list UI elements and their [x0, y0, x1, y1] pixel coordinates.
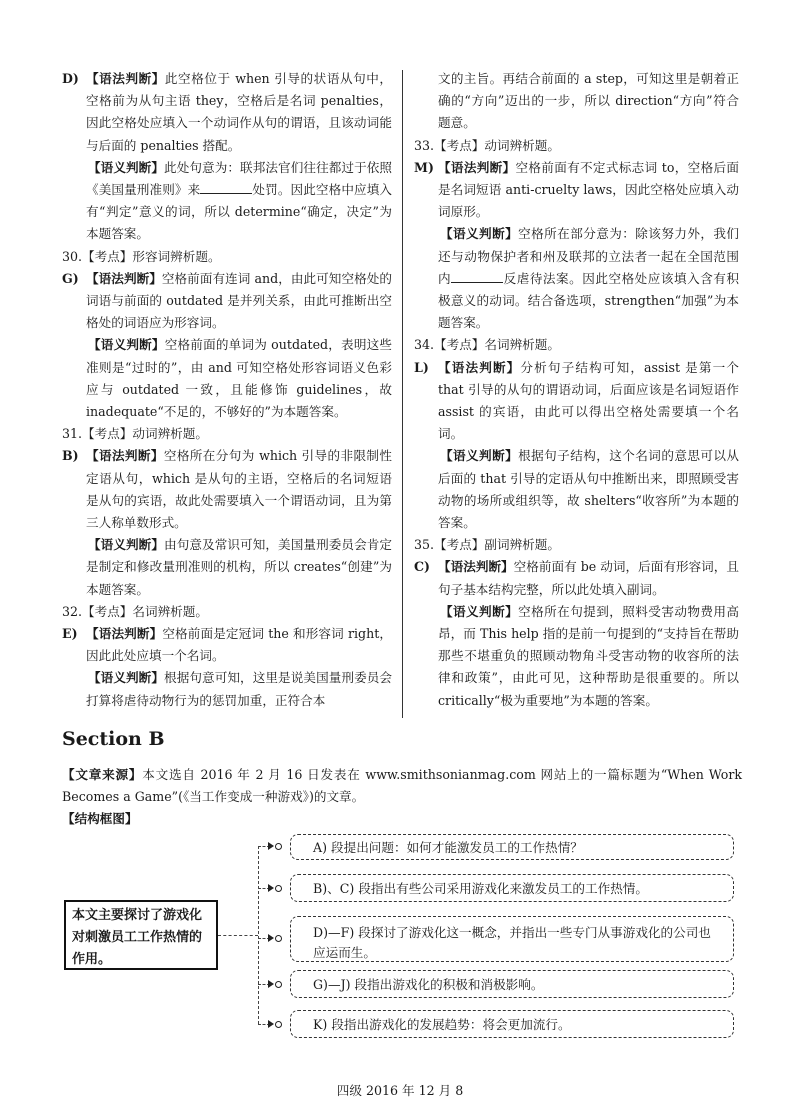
fill-blank — [451, 270, 503, 283]
q29-grammar — [62, 68, 392, 157]
branch-box-5: K) 段指出游戏化的发展趋势：将会更加流行。 — [290, 1010, 734, 1038]
column-divider — [402, 70, 403, 718]
article-source — [62, 764, 742, 808]
q33-meaning-text-1: 空格所在部分意为：除该努力外，我们还与动物保护者和州及联邦的立法者一起在全国范围内 — [438, 226, 740, 286]
q34-meaning — [414, 445, 739, 534]
fill-blank — [200, 181, 252, 194]
q33-grammar — [414, 157, 739, 224]
connector-main — [218, 935, 258, 936]
q29-meaning-text-2: 处罚。因此空格中应填入有“判定”意义的词，所以 determine“确定，决定”为本题答案。 — [86, 182, 393, 242]
source-text: 本文选自 2016 年 2 月 16 日发表在 www.smithsonianmag.com 网站上的一篇标题为“When Work Becomes a Game”(《当工作变成一种游戏》)的文章。 — [62, 767, 743, 804]
q35-head: 35.【考点】副词辨析题。 — [414, 537, 560, 553]
right-column — [414, 68, 739, 712]
q32-meaning — [62, 667, 392, 711]
q29-grammar-text: 此空格位于 when 引导的状语从句中，空格前为从句主语 they，空格后是名词 penalties，因此空格处应填入一个动词作从句的谓语，且该动词能与后面的 penalties 搭配。 — [86, 71, 393, 153]
meaning-tag: 【语义判断】 — [440, 226, 519, 242]
q33-answer-letter: M) — [414, 159, 434, 175]
grammar-tag: 【语法判断】 — [438, 159, 516, 175]
grammar-tag: 【语法判断】 — [86, 448, 164, 464]
arrow-icon — [268, 1020, 274, 1028]
q31-meaning-text: 由句意及常识可知，美国量刑委员会肯定是制定和修改量刑准则的机构，所以 creates“创建”为本题答案。 — [86, 537, 393, 597]
q34-grammar-text: 分析句子结构可知，assist 是第一个 that 引导的从句的谓语动词，后面应该是名词短语作 assist 的宾语，由此可以得出空格处需要填一个名词。 — [438, 359, 739, 442]
meaning-tag: 【语义判断】 — [88, 670, 165, 686]
left-column — [62, 68, 392, 712]
grammar-tag: 【语法判断】 — [86, 71, 165, 86]
q30-head: 30.【考点】形容词辨析题。 — [62, 248, 221, 264]
q33-head: 33.【考点】动词辨析题。 — [414, 137, 560, 153]
branch-box-4: G)—J) 段指出游戏化的积极和消极影响。 — [290, 970, 734, 998]
grammar-tag: 【语法判断】 — [438, 359, 521, 375]
q31-meaning — [62, 534, 392, 601]
circle-icon — [275, 935, 282, 942]
circle-icon — [275, 981, 282, 988]
structure-label: 【结构框图】 — [62, 811, 138, 826]
arrow-icon — [268, 934, 274, 942]
branch-box-1: A) 段提出问题：如何才能激发员工的工作热情？ — [290, 834, 734, 860]
q35-grammar-text: 空格前面有 be 动词，后面有形容词，且句子基本结构完整，所以此处填入副词。 — [438, 559, 739, 597]
q30-meaning-text: 空格前面的单词为 outdated，表明这些准则是“过时的”，由 and 可知空格处形容词语义色彩应与 outdated 一致，且能修饰 guidelines，故 inadequate“不足的，不够好的”为本题答案。 — [86, 337, 393, 420]
meaning-tag: 【语义判断】 — [88, 159, 165, 175]
q34-answer-letter: L) — [414, 359, 429, 375]
page-footer: 四级 2016 年 12 月 8 — [336, 1083, 464, 1098]
q32-meaning-continued: 文的主旨。再结合前面的 a step，可知这里是朝着正确的“方向”迈出的一步，所以 direction“方向”符合题意。 — [438, 71, 739, 131]
meaning-tag: 【语义判断】 — [88, 537, 165, 553]
section-title: Section B — [62, 728, 165, 750]
q29-meaning — [62, 157, 392, 246]
grammar-tag: 【语法判断】 — [438, 559, 514, 575]
q35-meaning-text: 空格所在句提到，照料受害动物费用高昂，而 This help 指的是前一句提到的“支持旨在帮助那些不堪重负的照顾动物角斗受害动物的收容所的法律和政策”，由此可见，这种帮助是很重要的。所以 critically“极为重要地”为本题的答案。 — [438, 603, 740, 708]
q31-grammar — [62, 445, 392, 534]
meaning-tag: 【语义判断】 — [440, 448, 519, 464]
q34-meaning-text: 根据句子结构，这个名词的意思可以从后面的 that 引导的定语从句中推断出来，即照顾受害动物的场所或组织等，故 shelters“收容所”为本题的答案。 — [438, 448, 740, 531]
q35-meaning — [414, 601, 739, 712]
structure-main-box: 本文主要探讨了游戏化对刺激员工工作热情的作用。 — [64, 900, 218, 970]
q33-meaning-text-2: 反虐待法案。因此空格处应该填入含有积极意义的动词。结合备选项，strengthen“加强”为本题答案。 — [438, 270, 740, 331]
circle-icon — [275, 1021, 282, 1028]
q30-grammar — [62, 268, 392, 335]
meaning-tag: 【语义判断】 — [88, 337, 165, 353]
q32-grammar — [62, 623, 392, 667]
circle-icon — [275, 843, 282, 850]
q35-grammar — [414, 556, 739, 600]
arrow-icon — [268, 884, 274, 892]
q32-head: 32.【考点】名词辨析题。 — [62, 603, 208, 619]
grammar-tag: 【语法判断】 — [86, 270, 162, 286]
q35-answer-letter: C) — [414, 559, 430, 575]
meaning-tag: 【语义判断】 — [440, 603, 519, 619]
q29-meaning-text-1: 此处句意为：联邦法官们往往都过于依照《美国量刑准则》来 — [86, 159, 393, 198]
connector-trunk — [258, 846, 259, 1024]
source-tag: 【文章来源】 — [62, 767, 143, 782]
circle-icon — [275, 885, 282, 892]
q30-meaning — [62, 334, 392, 423]
q33-grammar-text: 空格前面有不定式标志词 to，空格后面是名词短语 anti-cruelty laws，因此空格处应填入动词原形。 — [438, 159, 739, 220]
branch-box-3: D)—F) 段探讨了游戏化这一概念，并指出一些专门从事游戏化的公司也应运而生。 — [290, 916, 734, 962]
branch-box-2: B)、C) 段指出有些公司采用游戏化来激发员工的工作热情。 — [290, 874, 734, 902]
arrow-icon — [268, 842, 274, 850]
q31-grammar-text: 空格所在分句为 which 引导的非限制性定语从句，which 是从句的主语，空格后的名词短语是从句的宾语，故此处需要填入一个谓语动词，且为第三人称单数形式。 — [86, 448, 392, 531]
q33-meaning — [414, 223, 739, 334]
q30-grammar-text: 空格前面有连词 and，由此可知空格处的词语与前面的 outdated 是并列关系，由此可推断出空格处的词语应为形容词。 — [86, 270, 392, 331]
q30-answer-letter: G) — [62, 270, 79, 286]
q34-head: 34.【考点】名词辨析题。 — [414, 337, 560, 353]
arrow-icon — [268, 980, 274, 988]
q29-answer-letter: D) — [62, 71, 79, 86]
q34-grammar — [414, 357, 739, 446]
q32-meaning-text: 根据句意可知，这里是说美国量刑委员会打算将虐待动物行为的惩罚加重，正符合本 — [86, 670, 393, 708]
q32-answer-letter: E) — [62, 626, 78, 642]
q31-answer-letter: B) — [62, 448, 79, 464]
grammar-tag: 【语法判断】 — [86, 626, 163, 642]
q32-grammar-text: 空格前面是定冠词 the 和形容词 right，因此此处应填一个名词。 — [86, 626, 392, 664]
q31-head: 31.【考点】动词辨析题。 — [62, 426, 208, 442]
